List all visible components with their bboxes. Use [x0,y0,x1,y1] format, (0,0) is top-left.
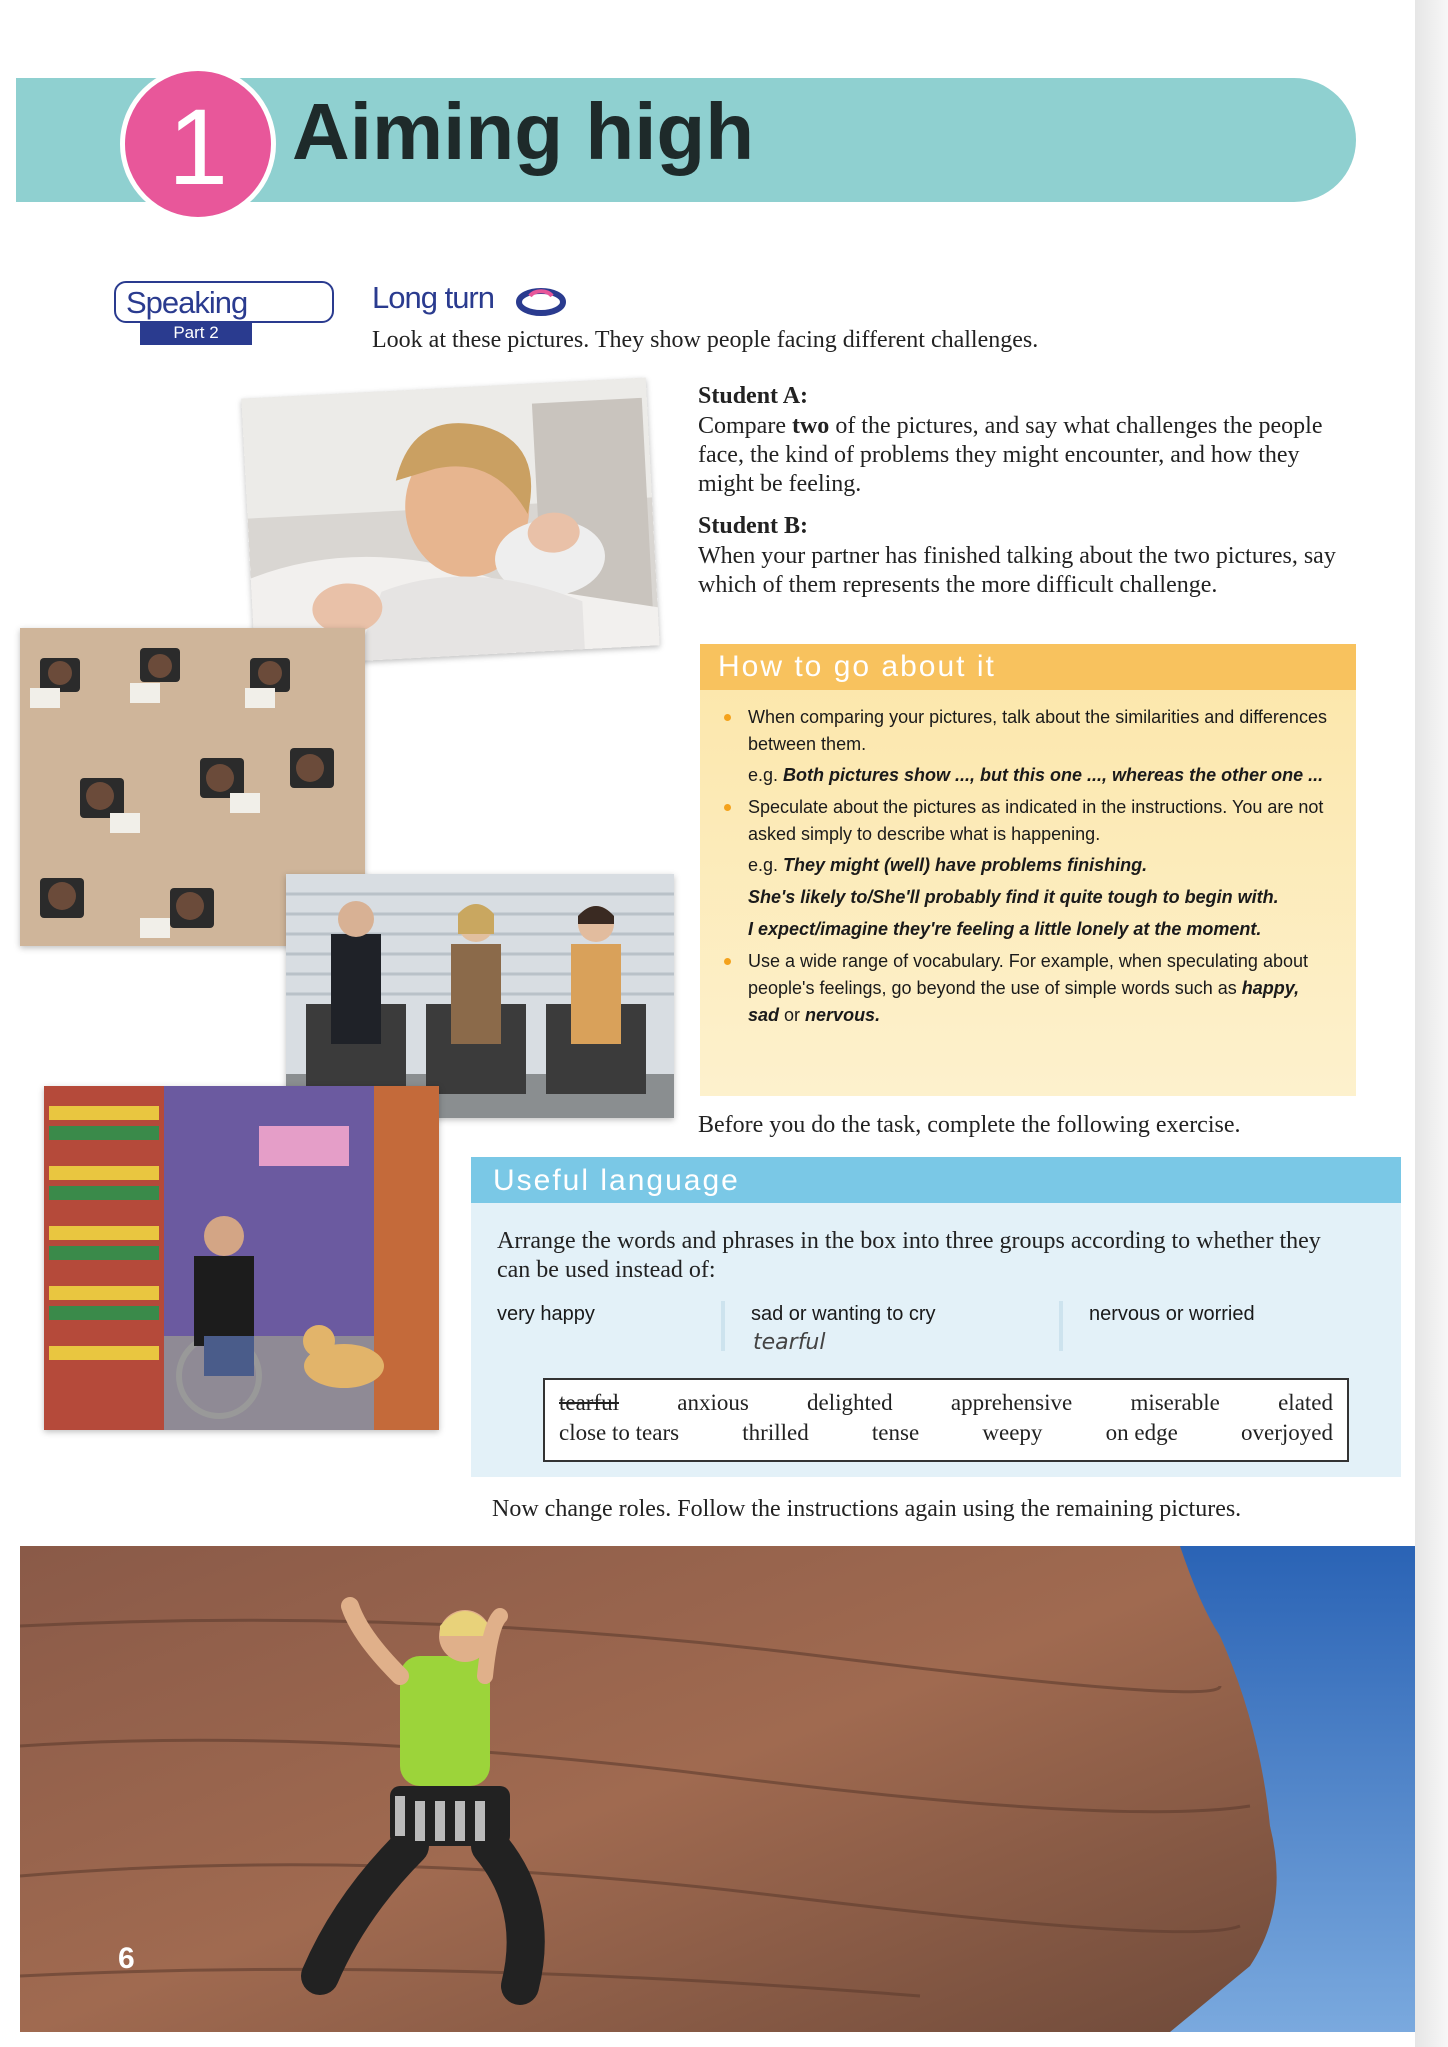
how-to-title-bar [700,644,1356,690]
how-to-item-2-text: Speculate about the pictures as indicated in the instructions. You are not asked simply to describe what is happening. [748,797,1324,844]
photo-mother-newborns [241,378,659,667]
photo-wheelchair-supermarket [44,1086,439,1430]
photo-interview-waiting [286,874,674,1118]
how-to-item-2 [722,794,1332,848]
word-item: tense [871,1420,920,1445]
group-sad-example: tearful [753,1330,826,1355]
how-to-item-3-text: Use a wide range of vocabulary. For example, when speculating about people's feelings, go beyond the use of simple words such as [748,951,1308,998]
word-item: close to tears [559,1420,680,1445]
how-to-item-1 [722,704,1332,758]
example-text: They might (well) have problems finishing. [783,855,1148,875]
how-to-item-2-example-1 [722,852,1332,879]
how-to-item-1-example [722,762,1332,789]
group-sad: sad or wanting to cry [751,1303,936,1325]
word-nervous: nervous. [805,1005,881,1025]
task-title: Long turn [372,280,494,315]
how-to-item-2-example-3 [722,916,1332,943]
column-divider [721,1301,725,1351]
useful-language-box [471,1157,1401,1477]
page-number: 6 [118,1942,135,1975]
useful-language-title-bar [471,1157,1401,1203]
part-tag: Part 2 [140,321,252,345]
student-b-instructions: When your partner has finished talking about the two pictures, say which of them represents the more difficult challenge. [698,543,1336,598]
photo-rock-climber [20,1546,1415,2032]
word-item: overjoyed [1241,1420,1333,1445]
bullet-icon [724,958,731,965]
word-box [543,1378,1349,1462]
how-to-content [722,704,1332,1033]
word-row-2 [559,1420,1333,1446]
bullet-icon [724,804,731,811]
column-divider [1059,1301,1063,1351]
page-edge [1415,0,1448,2047]
useful-language-instruction: Arrange the words and phrases in the box into three groups according to whether they can be used instead of: [497,1228,1321,1283]
example-text: Both pictures show ..., but this one ..., whereas the other one ... [783,765,1324,785]
unit-title: Aiming high [292,87,755,176]
unit-number-badge [120,66,276,222]
word-or: or [779,1005,806,1025]
change-roles-text: Now change roles. Follow the instructions again using the remaining pictures. [492,1496,1242,1522]
word-item: elated [1278,1390,1333,1415]
eg-label: e.g. [748,855,784,875]
student-a-heading: Student A: [698,383,809,409]
how-to-title: How to go about it [718,650,996,683]
unit-number: 1 [167,86,229,207]
word-row-1 [559,1390,1333,1416]
example-text: I expect/imagine they're feeling a little lonely at the moment. [748,919,1262,939]
word-item: thrilled [742,1420,809,1445]
student-a-text-end: of the pictures, and say what challenges the people face, the kind of problems they might encounter, and how they might be feeling. [698,413,1323,497]
student-a-instructions [698,412,1358,499]
bullet-icon [724,714,731,721]
group-nervous: nervous or worried [1089,1303,1255,1325]
useful-language-title: Useful language [493,1164,740,1197]
speaking-label: Speaking [126,285,248,320]
how-to-item-2-example-2 [722,884,1332,911]
speaking-tag [114,281,334,323]
word-happy: happy, [1241,978,1300,998]
word-item: apprehensive [950,1390,1073,1415]
word-item: miserable [1130,1390,1220,1415]
student-a-emphasis: two [791,413,830,439]
task-intro: Look at these pictures. They show people facing different challenges. [372,327,1039,353]
word-item: on edge [1105,1420,1178,1445]
speech-bubble-icon [516,288,566,316]
word-item: weepy [982,1420,1043,1445]
student-a-text-start: Compare [698,413,792,439]
word-item: tearful [559,1390,620,1415]
how-to-item-1-text: When comparing your pictures, talk about the similarities and differences between them. [748,707,1327,754]
student-b-heading: Student B: [698,513,809,539]
word-sad: sad [748,1005,780,1025]
how-to-item-3 [722,948,1332,1029]
how-to-box [700,644,1356,1096]
group-very-happy: very happy [497,1303,595,1325]
example-text: She's likely to/She'll probably find it quite tough to begin with. [748,887,1279,907]
word-item: anxious [677,1390,749,1415]
before-task-text: Before you do the task, complete the following exercise. [698,1112,1241,1138]
word-item: delighted [807,1390,893,1415]
eg-label: e.g. [748,765,784,785]
